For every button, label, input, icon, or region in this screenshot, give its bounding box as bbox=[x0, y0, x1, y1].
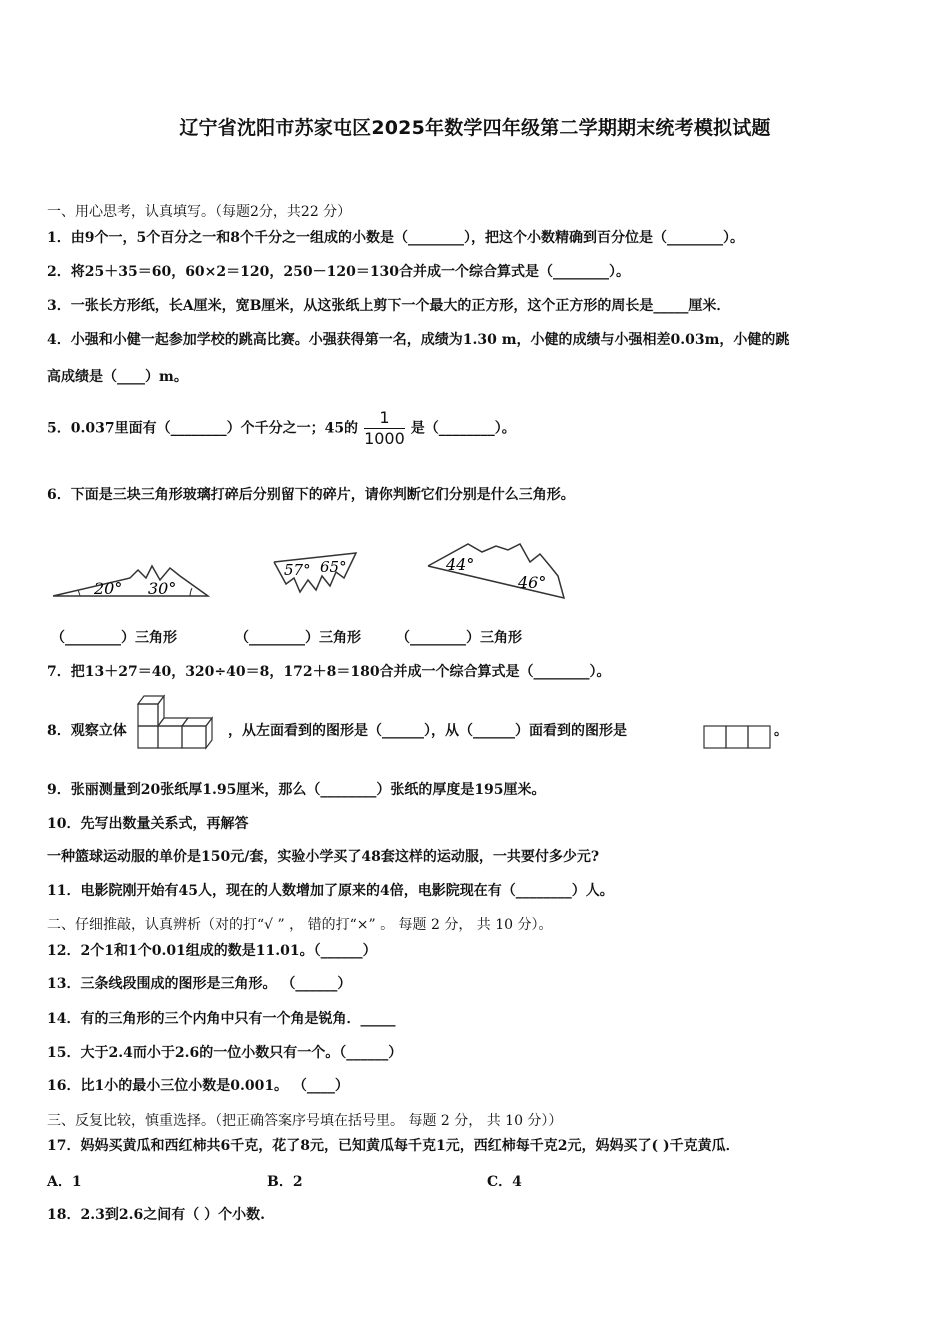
angle-label: 65° bbox=[320, 558, 347, 576]
triangle-answer-2: （________）三角形 bbox=[235, 630, 361, 646]
angle-label: 20° bbox=[94, 579, 123, 598]
question-2: 2．将25＋35＝60，60×2＝120，250－120＝130合并成一个综合算式是（________）。 bbox=[47, 264, 631, 280]
section-2-heading: 二、仔细推敲，认真辨析（对的打“√ ” ， 错的打“×” 。 每题 2 分， 共 10 分）。 bbox=[47, 917, 553, 933]
question-10: 10．先写出数量关系式，再解答 bbox=[47, 816, 249, 832]
triangle-fragment-3 bbox=[426, 540, 568, 602]
option-a: A．1 bbox=[47, 1174, 82, 1190]
question-17: 17．妈妈买黄瓜和西红柿共6千克，花了8元，已知黄瓜每千克1元，西红柿每千克2元，妈妈买了( )千克黄瓜． bbox=[47, 1138, 740, 1154]
question-1: 1．由9个一，5个百分之一和8个千分之一组成的小数是（________），把这个小数精确到百分位是（________）。 bbox=[47, 230, 744, 246]
cube-solid-figure bbox=[136, 690, 222, 752]
page-title: 辽宁省沈阳市苏家屯区2025年数学四年级第二学期期末统考模拟试题 bbox=[179, 117, 771, 139]
question-8-part2: ，从左面看到的图形是（______），从（______）面看到的图形是 bbox=[228, 723, 627, 739]
angle-label: 44° bbox=[446, 555, 475, 574]
question-14: 14．有的三角形的三个内角中只有一个角是锐角．_____ bbox=[47, 1011, 396, 1027]
question-12: 12．2个1和1个0.01组成的数是11.01。（______） bbox=[47, 943, 377, 959]
angle-label: 46° bbox=[518, 573, 547, 592]
triangle-answer-3: （________）三角形 bbox=[396, 630, 522, 646]
question-15: 15．大于2.4而小于2.6的一位小数只有一个。（______） bbox=[47, 1045, 403, 1061]
fraction-denominator: 1000 bbox=[364, 429, 405, 448]
option-c: C．4 bbox=[487, 1174, 522, 1190]
section-1-heading: 一、用心思考，认真填写。（每题2分，共22 分） bbox=[47, 204, 352, 220]
question-9: 9．张丽测量到20张纸厚1.95厘米，那么（________）张纸的厚度是195厘米。 bbox=[47, 782, 546, 798]
question-18: 18．2.3到2.6之间有（ ）个小数. bbox=[47, 1207, 265, 1223]
question-8-part1: 8．观察立体 bbox=[47, 723, 127, 739]
option-b: B．2 bbox=[267, 1174, 303, 1190]
question-11: 11．电影院刚开始有45人，现在的人数增加了原来的4倍，电影院现在有（________）人。 bbox=[47, 883, 614, 899]
question-8-end: 。 bbox=[774, 723, 788, 739]
triangle-fragment-1 bbox=[50, 556, 210, 602]
question-4-line1: 4．小强和小健一起参加学校的跳高比赛。小强获得第一名，成绩为1.30 m，小健的成绩与小强相差0.03m，小健的跳 bbox=[47, 332, 790, 348]
question-5 bbox=[47, 408, 516, 449]
angle-label: 57° bbox=[284, 561, 311, 579]
question-13: 13．三条线段围成的图形是三角形。 （______） bbox=[47, 976, 352, 992]
question-16: 16．比1小的最小三位小数是0.001。 （____） bbox=[47, 1078, 349, 1094]
section-3-heading: 三、反复比较，慎重选择。（把正确答案序号填在括号里。 每题 2 分， 共 10 分）） bbox=[47, 1113, 563, 1129]
three-square-view bbox=[703, 725, 773, 749]
question-5-part1: 5．0.037里面有（________）个千分之一；45的 bbox=[47, 420, 359, 437]
triangle-fragment-2 bbox=[272, 550, 362, 596]
triangle-answer-1: （________）三角形 bbox=[51, 630, 177, 646]
question-4-line2: 高成绩是（____）m。 bbox=[47, 369, 188, 385]
question-10-body: 一种篮球运动服的单价是150元/套，实验小学买了48套这样的运动服，一共要付多少元? bbox=[47, 849, 600, 865]
question-7: 7．把13＋27＝40，320÷40＝8，172＋8＝180合并成一个综合算式是（________）。 bbox=[47, 664, 611, 680]
question-3: 3．一张长方形纸，长A厘米，宽B厘米，从这张纸上剪下一个最大的正方形，这个正方形的周长是_____厘米． bbox=[47, 298, 731, 314]
fraction-numerator: 1 bbox=[364, 408, 405, 429]
fraction bbox=[364, 408, 405, 449]
question-5-part2: 是（________）。 bbox=[410, 420, 516, 437]
angle-label: 30° bbox=[148, 579, 177, 598]
question-6: 6．下面是三块三角形玻璃打碎后分别留下的碎片，请你判断它们分别是什么三角形。 bbox=[47, 487, 575, 503]
